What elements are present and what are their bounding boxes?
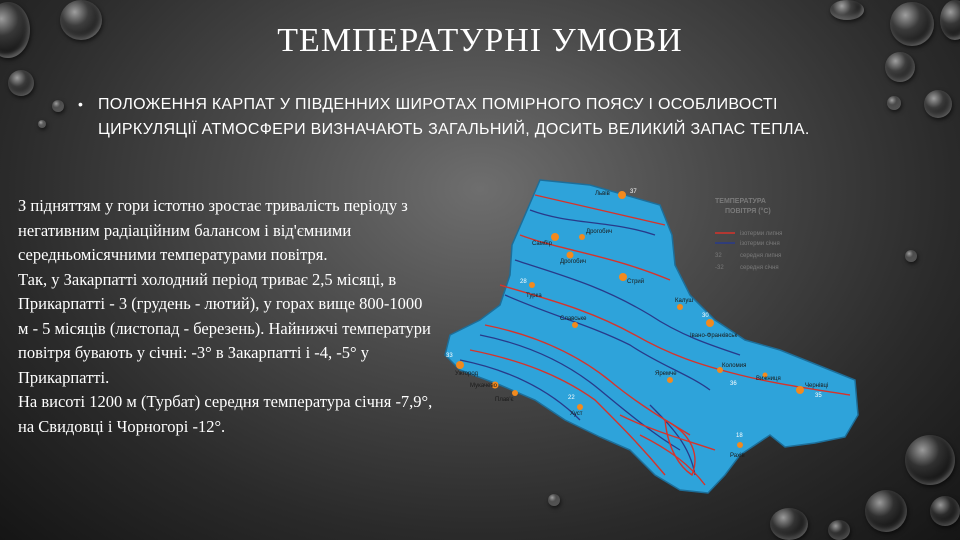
temp-value: 35 [815, 393, 822, 399]
map-region [445, 180, 858, 493]
paragraph: З підняттям у гори істотно зростає тривалість періоду з негативним радіаційним балансом і від'ємними середньомісячними температурами повітря. [18, 196, 408, 264]
water-drop [930, 496, 960, 526]
city-label: Самбір [532, 241, 552, 247]
body-text [18, 194, 433, 439]
city-label: Турка [526, 293, 542, 299]
water-drop [905, 250, 917, 262]
city-label: Ужгород [455, 371, 479, 377]
temp-value: 18 [736, 433, 743, 439]
slide-title: ТЕМПЕРАТУРНІ УМОВИ [277, 22, 683, 59]
legend-num: -32 [715, 265, 724, 271]
temperature-map [440, 175, 860, 495]
legend-item: середня липня [740, 253, 782, 259]
water-drop [905, 435, 955, 485]
water-drop [924, 90, 952, 118]
city-label: Чернівці [805, 383, 829, 389]
city-label: Славське [560, 316, 587, 322]
bullet-text: ПОЛОЖЕННЯ КАРПАТ У ПІВДЕННИХ ШИРОТАХ ПОМІРНОГО ПОЯСУ І ОСОБЛИВОСТІ ЦИРКУЛЯЦІЇ АТМОСФЕРИ ВИЗНАЧАЮТЬ ЗАГАЛЬНИЙ, ДОСИТЬ ВЕЛИКИЙ ЗАПАС ТЕПЛА. [98, 96, 810, 138]
temp-value: 28 [520, 279, 527, 285]
bullet-marker: • [78, 96, 84, 112]
temp-value: 30 [702, 313, 709, 319]
temp-value: 36 [730, 381, 737, 387]
water-drop [828, 520, 850, 540]
city-label: Плав'є [495, 397, 514, 403]
temp-value: 37 [630, 189, 637, 195]
city-label: Калуш [675, 298, 694, 304]
legend-num: 32 [715, 253, 722, 259]
map-legend [715, 198, 782, 271]
paragraph: Так, у Закарпатті холодний період триває 2,5 місяці, в Прикарпатті - 3 (грудень - лютий), у горах вище 800-1000 м - 5 місяців (листопад - березень). Найнижчі температури повітря бувають у січні: -3° в Закарпатті і -4, -5° у Прикарпатті. [18, 269, 431, 387]
legend-item: ізотерми липня [740, 231, 783, 237]
city-label: Коломия [722, 363, 747, 369]
city-label: Стрий [627, 279, 645, 285]
water-drop [548, 494, 560, 506]
temp-value: 22 [568, 395, 575, 401]
city-label: Рахів [730, 453, 745, 459]
city-label: Дрогобич [586, 229, 613, 235]
city-label: Вижниця [756, 376, 781, 382]
water-drop [38, 120, 46, 128]
water-drop [865, 490, 907, 532]
city-label: Хуст [570, 411, 583, 417]
temp-value: 33 [446, 353, 453, 359]
legend-subtitle: ПОВІТРЯ (°С) [725, 208, 771, 215]
city-label: Яремче [655, 371, 677, 377]
paragraph: На висоті 1200 м (Турбат) середня температура січня -7,9°, на Свидовці і Чорногорі -12°. [18, 392, 433, 436]
water-drop [770, 508, 808, 540]
city-label: Дрогобич [560, 259, 587, 265]
water-drop [887, 96, 901, 110]
city-label: Івано-Франківськ [690, 333, 738, 339]
water-drop [8, 70, 34, 96]
water-drop [52, 100, 64, 112]
city-label: Львів [595, 191, 610, 197]
legend-item: середня січня [740, 265, 779, 271]
water-drop [830, 0, 864, 20]
legend-title: ТЕМПЕРАТУРА [715, 198, 766, 205]
legend-item: ізотерми січня [740, 241, 780, 247]
city-label: Мукачево [470, 383, 497, 389]
bullet-point [78, 92, 878, 142]
